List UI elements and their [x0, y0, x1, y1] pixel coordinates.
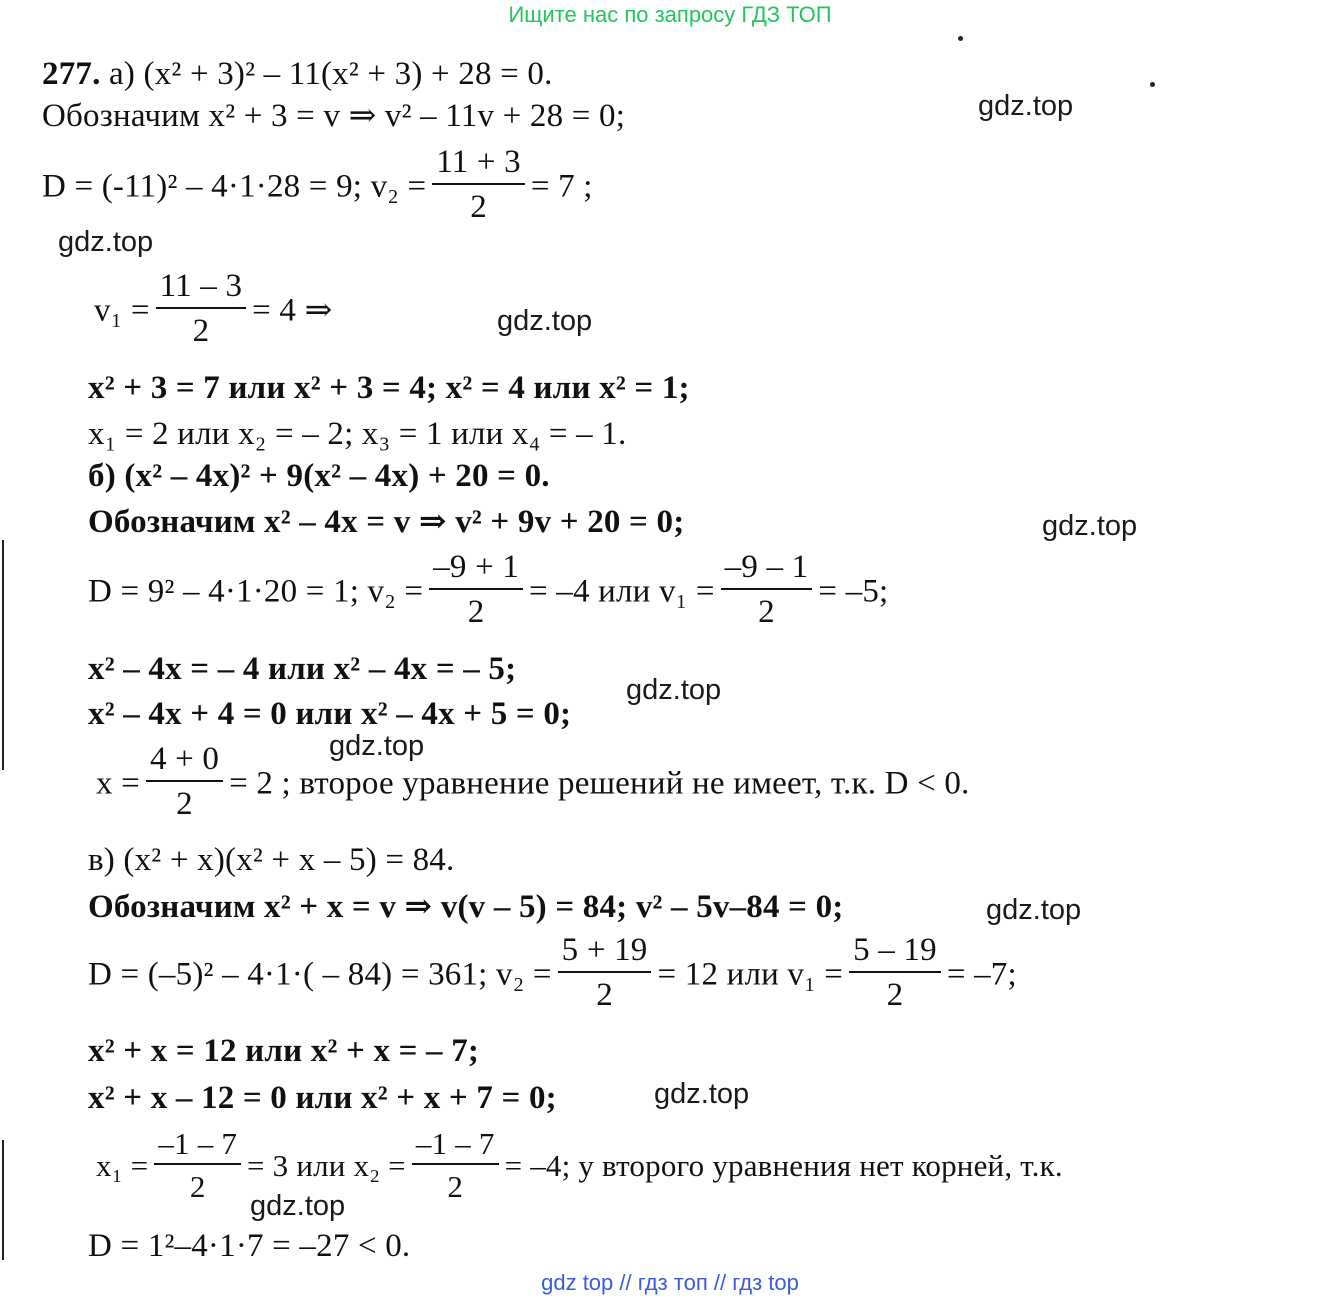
equation-text: (x² + 3)² – 11(x² + 3) + 28 = 0. [143, 56, 553, 92]
numerator: 5 – 19 [849, 934, 941, 973]
part-label: а) [109, 56, 136, 92]
numerator: –1 – 7 [154, 1128, 241, 1165]
footer-banner: gdz top // гдз топ // гдз top [541, 1270, 799, 1295]
denominator: 2 [886, 977, 904, 1013]
expression-text: v₁ = [94, 292, 150, 329]
equation-line: x² + x – 12 = 0 или x² + x + 7 = 0; [88, 1080, 557, 1116]
equation-line: x² + 3 = 7 или x² + 3 = 4; x² = 4 или x² = 1; [88, 370, 690, 406]
scan-edge [2, 1140, 4, 1260]
numerator: 5 + 19 [558, 934, 652, 973]
discriminant-line [42, 144, 593, 228]
watermark: gdz.top [250, 1190, 346, 1222]
equation-line: x² + x = 12 или x² + x = – 7; [88, 1033, 480, 1069]
root-line [94, 268, 333, 352]
expression-text: x = [96, 765, 140, 802]
expression-text: = 2 ; второе уравнение решений не имеет, т.к. D < 0. [229, 765, 970, 802]
denominator: 2 [467, 594, 485, 630]
numerator: 4 + 0 [146, 743, 223, 782]
watermark: gdz.top [58, 226, 154, 258]
watermark: gdz.top [986, 894, 1082, 926]
fraction [558, 934, 652, 1012]
substitution-line: Обозначим x² – 4x = v ⇒ v² + 9v + 20 = 0; [88, 504, 685, 540]
watermark: gdz.top [329, 730, 425, 762]
watermark: gdz.top [654, 1078, 750, 1110]
root-line [96, 1126, 1063, 1206]
discriminant-line [88, 932, 1017, 1016]
problem-b-condition: б) (x² – 4x)² + 9(x² – 4x) + 20 = 0. [88, 458, 550, 494]
equation-line: x² – 4x + 4 = 0 или x² – 4x + 5 = 0; [88, 696, 572, 732]
scan-speck [1150, 82, 1155, 87]
answer-line: x₁ = 2 или x₂ = – 2; x₃ = 1 или x₄ = – 1. [88, 416, 627, 452]
numerator: –9 + 1 [429, 551, 523, 590]
numerator: 11 + 3 [432, 146, 525, 185]
expression-text: = –5; [818, 573, 889, 610]
expression-text: = –4; у второго уравнения нет корней, т.к. [504, 1148, 1063, 1184]
numerator: –9 – 1 [721, 551, 813, 590]
expression-text: = 7 ; [530, 168, 593, 205]
problem-a-condition [42, 58, 553, 91]
expression-text: = 4 ⇒ [252, 292, 333, 329]
problem-number: 277. [42, 56, 101, 92]
problem-c-condition: в) (x² + x)(x² + x – 5) = 84. [88, 842, 455, 878]
fraction [154, 1128, 241, 1202]
fraction [432, 146, 525, 224]
substitution-line: Обозначим x² + 3 = v ⇒ v² – 11v + 28 = 0; [42, 98, 626, 134]
expression-text: D = 9² – 4·1·20 = 1; v₂ = [88, 573, 424, 610]
denominator: 2 [470, 189, 487, 225]
watermark: gdz.top [497, 305, 593, 337]
expression-text: = –7; [946, 956, 1017, 993]
equation-line: x² – 4x = – 4 или x² – 4x = – 5; [88, 651, 517, 687]
fraction [721, 551, 813, 629]
discriminant-line [88, 549, 889, 633]
fraction [146, 743, 223, 821]
fraction [156, 270, 246, 348]
fraction [849, 934, 941, 1012]
watermark: gdz.top [1042, 510, 1138, 542]
fraction [429, 551, 523, 629]
substitution-line: Обозначим x² + x = v ⇒ v(v – 5) = 84; v² – 5v–84 = 0; [88, 889, 844, 925]
watermark: gdz.top [626, 674, 722, 706]
expression-text: x₁ = [96, 1148, 149, 1184]
denominator: 2 [176, 786, 193, 822]
denominator: 2 [189, 1169, 206, 1204]
denominator: 2 [758, 594, 775, 630]
expression-text: D = (-11)² – 4·1·28 = 9; v₂ = [42, 168, 427, 205]
denominator: 2 [192, 313, 210, 349]
numerator: 11 – 3 [156, 270, 246, 309]
expression-text: D = (–5)² – 4·1·( – 84) = 361; v₂ = [88, 956, 552, 993]
numerator: –1 – 7 [412, 1128, 499, 1165]
answer-line: D = 1²–4·1·7 = –27 < 0. [88, 1228, 411, 1264]
denominator: 2 [596, 977, 613, 1013]
denominator: 2 [447, 1169, 464, 1204]
expression-text: = 12 или v₁ = [657, 956, 844, 993]
expression-text: = 3 или x₂ = [247, 1148, 406, 1184]
watermark: gdz.top [978, 90, 1074, 122]
scan-edge [2, 540, 4, 770]
header-banner: Ищите нас по запросу ГДЗ ТОП [508, 2, 832, 27]
scan-speck [958, 36, 963, 41]
fraction [412, 1128, 499, 1202]
expression-text: = –4 или v₁ = [529, 573, 715, 610]
